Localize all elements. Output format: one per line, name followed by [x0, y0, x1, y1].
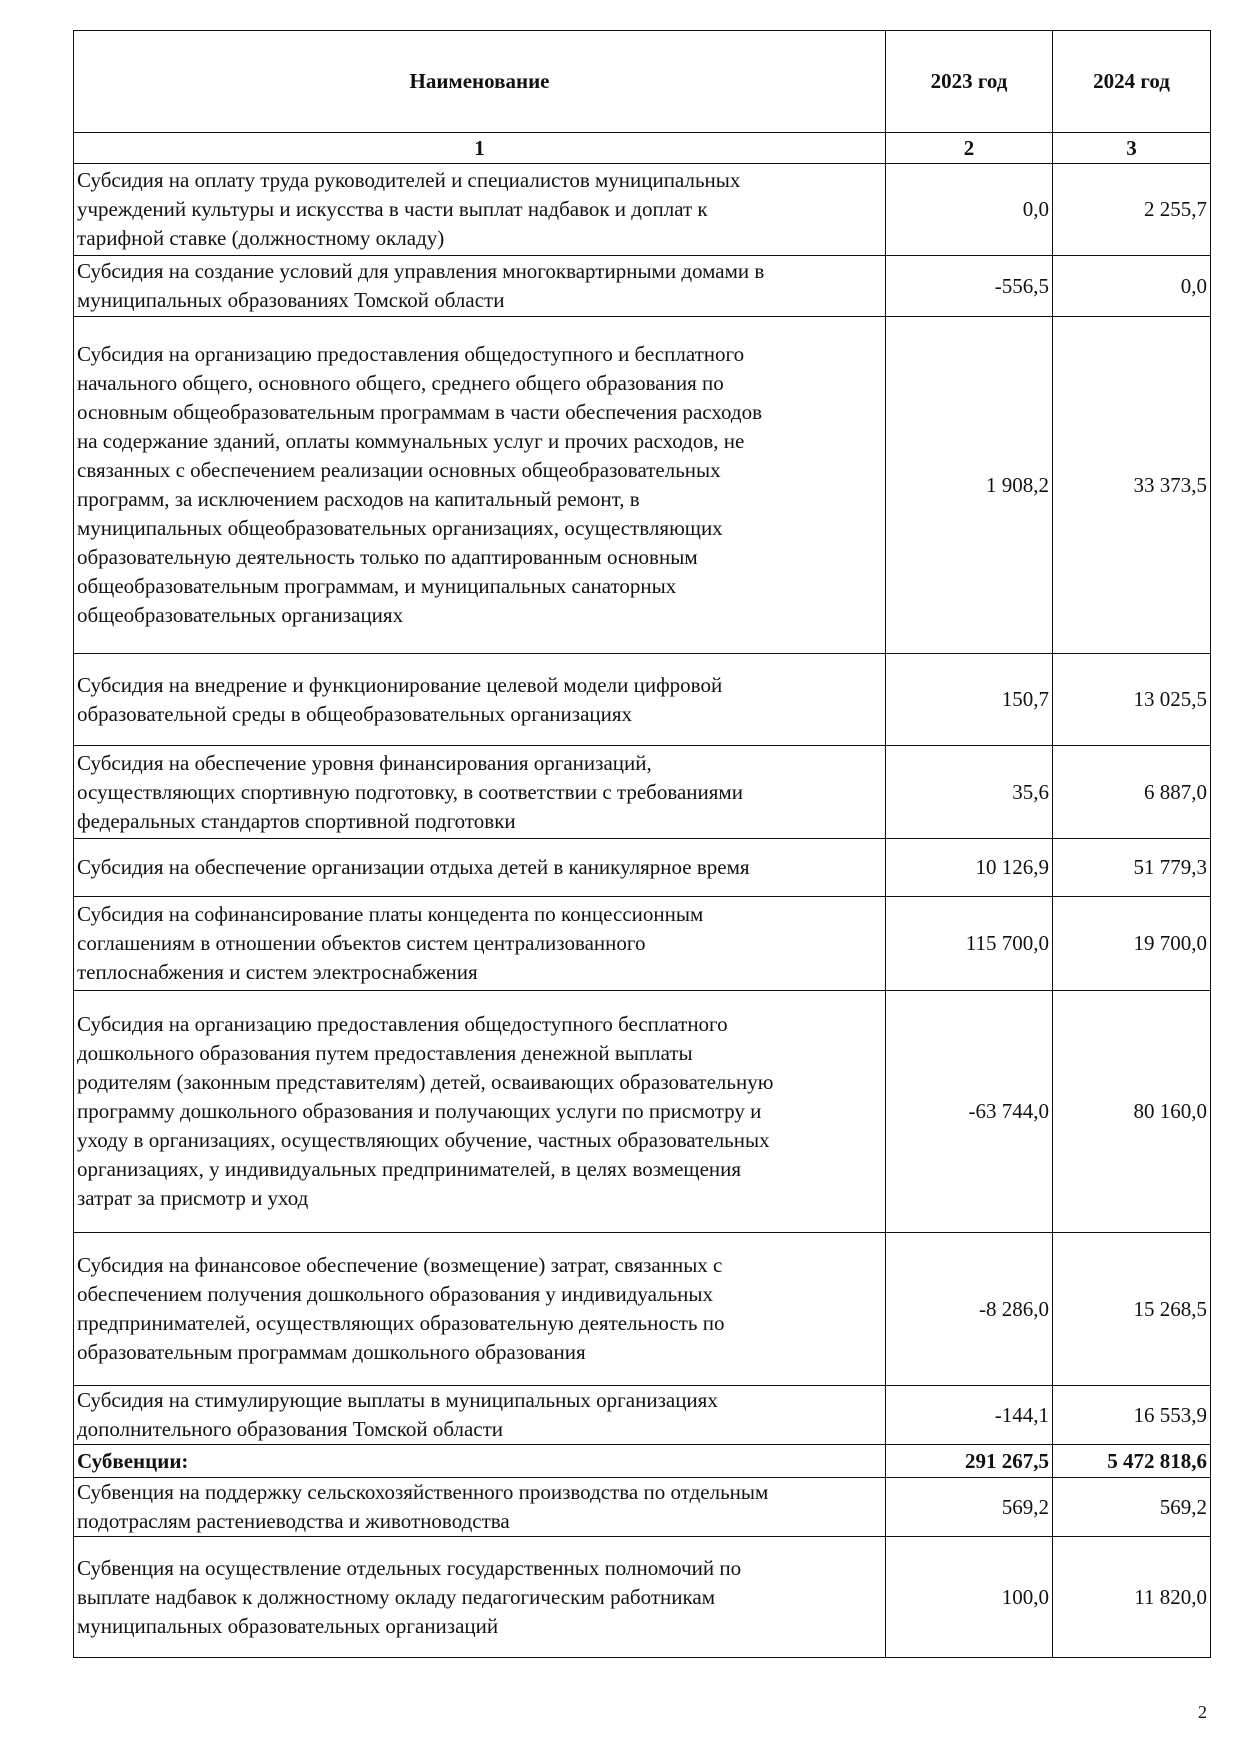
- page-number: 2: [1198, 1702, 1207, 1722]
- value-2023: -556,5: [886, 256, 1053, 317]
- column-number: 2: [886, 133, 1053, 164]
- row-name: Субсидия на оплату труда руководителей и специалистов муниципальных учреждений культуры и искусства в части выплат надбавок и доплат к тарифной ставке (должностному окладу): [74, 164, 886, 256]
- value-2023: 0,0: [886, 164, 1053, 256]
- value-2023: 115 700,0: [886, 897, 1053, 991]
- section-total-row: [74, 1445, 1211, 1478]
- table-row: [74, 1537, 1211, 1658]
- value-2023: 569,2: [886, 1478, 1053, 1537]
- value-2024: 15 268,5: [1053, 1233, 1211, 1386]
- table-row: [74, 164, 1211, 256]
- table-row: [74, 654, 1211, 746]
- row-name: Субсидия на финансовое обеспечение (возмещение) затрат, связанных с обеспечением получения дошкольного образования у индивидуальных предпринимателей, осуществляющих образовательную деятельность по образовательным программам дошкольного образования: [74, 1233, 886, 1386]
- value-2024: 16 553,9: [1053, 1386, 1211, 1445]
- column-number: 3: [1053, 133, 1211, 164]
- header-2023: 2023 год: [886, 31, 1053, 133]
- value-2023: -63 744,0: [886, 991, 1053, 1233]
- table-row: [74, 317, 1211, 654]
- value-2024: 0,0: [1053, 256, 1211, 317]
- budget-table: [73, 30, 1211, 1658]
- row-name: Субсидия на софинансирование платы концедента по концессионным соглашениям в отношении объектов систем централизованного теплоснабжения и систем электроснабжения: [74, 897, 886, 991]
- row-name: Субвенция на осуществление отдельных государственных полномочий по выплате надбавок к должностному окладу педагогическим работникам муниципальных образовательных организаций: [74, 1537, 886, 1658]
- row-name: Субсидия на обеспечение организации отдыха детей в каникулярное время: [74, 839, 886, 897]
- table-row: [74, 1478, 1211, 1537]
- header-name: Наименование: [74, 31, 886, 133]
- value-2023: 100,0: [886, 1537, 1053, 1658]
- row-name: Субсидия на обеспечение уровня финансирования организаций, осуществляющих спортивную подготовку, в соответствии с требованиями федеральных стандартов спортивной подготовки: [74, 746, 886, 839]
- table-row: [74, 839, 1211, 897]
- row-name: Субсидия на создание условий для управления многоквартирными домами в муниципальных образованиях Томской области: [74, 256, 886, 317]
- row-name: Субсидия на организацию предоставления общедоступного и бесплатного начального общего, основного общего, среднего общего образования по основным общеобразовательным программам в части обеспечения расходов на содержание зданий, оплаты коммунальных услуг и прочих расходов, не связанных с обеспечением реализации основных общеобразовательных программ, за исключением расходов на капитальный ремонт, в муниципальных общеобразовательных организациях, осуществляющих образовательную деятельность только по адаптированным основным общеобразовательным программам, и муниципальных санаторных общеобразовательных организациях: [74, 317, 886, 654]
- row-name: Субсидия на внедрение и функционирование целевой модели цифровой образовательной среды в общеобразовательных организациях: [74, 654, 886, 746]
- table-row: [74, 256, 1211, 317]
- table-row: [74, 991, 1211, 1233]
- value-2023: -144,1: [886, 1386, 1053, 1445]
- value-2023: 150,7: [886, 654, 1053, 746]
- value-2023: 10 126,9: [886, 839, 1053, 897]
- value-2024: 19 700,0: [1053, 897, 1211, 991]
- value-2023: 291 267,5: [886, 1445, 1053, 1478]
- header-row: [74, 31, 1211, 133]
- row-name: Субсидия на стимулирующие выплаты в муниципальных организациях дополнительного образования Томской области: [74, 1386, 886, 1445]
- value-2023: -8 286,0: [886, 1233, 1053, 1386]
- value-2024: 33 373,5: [1053, 317, 1211, 654]
- row-name: Субвенция на поддержку сельскохозяйственного производства по отдельным подотраслям растениеводства и животноводства: [74, 1478, 886, 1537]
- value-2023: 35,6: [886, 746, 1053, 839]
- header-2024: 2024 год: [1053, 31, 1211, 133]
- value-2024: 5 472 818,6: [1053, 1445, 1211, 1478]
- value-2024: 2 255,7: [1053, 164, 1211, 256]
- table-row: [74, 897, 1211, 991]
- row-name: Субсидия на организацию предоставления общедоступного бесплатного дошкольного образования путем предоставления денежной выплаты родителям (законным представителям) детей, осваивающих образовательную программу дошкольного образования и получающих услуги по присмотру и уходу в организациях, осуществляющих обучение, частных образовательных организациях, у индивидуальных предпринимателей, в целях возмещения затрат за присмотр и уход: [74, 991, 886, 1233]
- column-number-row: [74, 133, 1211, 164]
- table-row: [74, 746, 1211, 839]
- value-2024: 80 160,0: [1053, 991, 1211, 1233]
- row-name: Субвенции:: [74, 1445, 886, 1478]
- value-2024: 6 887,0: [1053, 746, 1211, 839]
- value-2024: 51 779,3: [1053, 839, 1211, 897]
- table-row: [74, 1386, 1211, 1445]
- value-2023: 1 908,2: [886, 317, 1053, 654]
- table-row: [74, 1233, 1211, 1386]
- value-2024: 13 025,5: [1053, 654, 1211, 746]
- value-2024: 11 820,0: [1053, 1537, 1211, 1658]
- column-number: 1: [74, 133, 886, 164]
- value-2024: 569,2: [1053, 1478, 1211, 1537]
